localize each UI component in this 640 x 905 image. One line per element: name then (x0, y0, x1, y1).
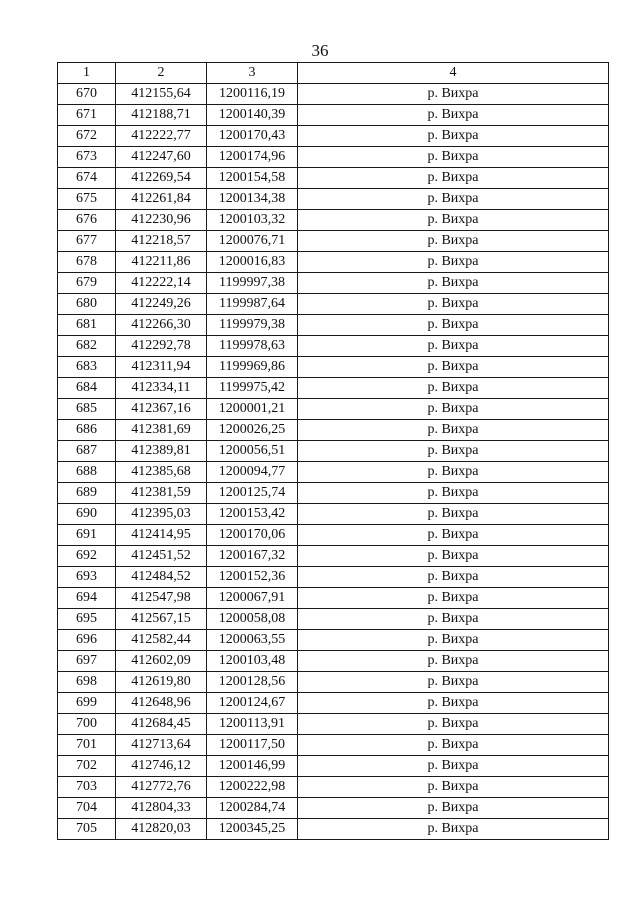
x-coordinate-cell: 412414,95 (116, 525, 207, 546)
y-coordinate-cell: 1200063,55 (207, 630, 298, 651)
description-cell: р. Вихра (298, 756, 609, 777)
x-coordinate-cell: 412155,64 (116, 84, 207, 105)
y-coordinate-cell: 1199997,38 (207, 273, 298, 294)
y-coordinate-cell: 1200094,77 (207, 462, 298, 483)
table-row (58, 231, 609, 252)
point-number-cell: 670 (58, 84, 116, 105)
description-cell: р. Вихра (298, 252, 609, 273)
column-header-1: 1 (58, 63, 116, 84)
y-coordinate-cell: 1200134,38 (207, 189, 298, 210)
y-coordinate-cell: 1200056,51 (207, 441, 298, 462)
description-cell: р. Вихра (298, 714, 609, 735)
table-row (58, 693, 609, 714)
description-cell: р. Вихра (298, 126, 609, 147)
point-number-cell: 681 (58, 315, 116, 336)
table-row (58, 483, 609, 504)
table-header-row (58, 63, 609, 84)
y-coordinate-cell: 1200076,71 (207, 231, 298, 252)
column-header-4: 4 (298, 63, 609, 84)
x-coordinate-cell: 412218,57 (116, 231, 207, 252)
table-row (58, 672, 609, 693)
column-header-2: 2 (116, 63, 207, 84)
description-cell: р. Вихра (298, 609, 609, 630)
description-cell: р. Вихра (298, 567, 609, 588)
x-coordinate-cell: 412746,12 (116, 756, 207, 777)
y-coordinate-cell: 1200117,50 (207, 735, 298, 756)
table-row (58, 441, 609, 462)
x-coordinate-cell: 412684,45 (116, 714, 207, 735)
y-coordinate-cell: 1200125,74 (207, 483, 298, 504)
point-number-cell: 696 (58, 630, 116, 651)
x-coordinate-cell: 412567,15 (116, 609, 207, 630)
table-row (58, 273, 609, 294)
x-coordinate-cell: 412772,76 (116, 777, 207, 798)
x-coordinate-cell: 412451,52 (116, 546, 207, 567)
x-coordinate-cell: 412395,03 (116, 504, 207, 525)
description-cell: р. Вихра (298, 693, 609, 714)
x-coordinate-cell: 412385,68 (116, 462, 207, 483)
description-cell: р. Вихра (298, 441, 609, 462)
description-cell: р. Вихра (298, 504, 609, 525)
point-number-cell: 694 (58, 588, 116, 609)
y-coordinate-cell: 1200124,67 (207, 693, 298, 714)
point-number-cell: 700 (58, 714, 116, 735)
table-row (58, 189, 609, 210)
x-coordinate-cell: 412188,71 (116, 105, 207, 126)
x-coordinate-cell: 412367,16 (116, 399, 207, 420)
description-cell: р. Вихра (298, 168, 609, 189)
table-row (58, 567, 609, 588)
table-row (58, 819, 609, 840)
table-row (58, 84, 609, 105)
point-number-cell: 702 (58, 756, 116, 777)
point-number-cell: 684 (58, 378, 116, 399)
point-number-cell: 673 (58, 147, 116, 168)
x-coordinate-cell: 412266,30 (116, 315, 207, 336)
point-number-cell: 703 (58, 777, 116, 798)
y-coordinate-cell: 1199979,38 (207, 315, 298, 336)
x-coordinate-cell: 412713,64 (116, 735, 207, 756)
x-coordinate-cell: 412582,44 (116, 630, 207, 651)
description-cell: р. Вихра (298, 105, 609, 126)
table-row (58, 714, 609, 735)
point-number-cell: 692 (58, 546, 116, 567)
x-coordinate-cell: 412247,60 (116, 147, 207, 168)
table-row (58, 399, 609, 420)
x-coordinate-cell: 412261,84 (116, 189, 207, 210)
x-coordinate-cell: 412211,86 (116, 252, 207, 273)
table-row (58, 420, 609, 441)
point-number-cell: 679 (58, 273, 116, 294)
table-row (58, 357, 609, 378)
point-number-cell: 689 (58, 483, 116, 504)
description-cell: р. Вихра (298, 462, 609, 483)
y-coordinate-cell: 1200222,98 (207, 777, 298, 798)
point-number-cell: 693 (58, 567, 116, 588)
y-coordinate-cell: 1199987,64 (207, 294, 298, 315)
point-number-cell: 695 (58, 609, 116, 630)
x-coordinate-cell: 412230,96 (116, 210, 207, 231)
description-cell: р. Вихра (298, 420, 609, 441)
table-row (58, 294, 609, 315)
table-row (58, 210, 609, 231)
description-cell: р. Вихра (298, 525, 609, 546)
table-body (58, 84, 609, 840)
description-cell: р. Вихра (298, 147, 609, 168)
table-row (58, 126, 609, 147)
point-number-cell: 687 (58, 441, 116, 462)
x-coordinate-cell: 412648,96 (116, 693, 207, 714)
description-cell: р. Вихра (298, 294, 609, 315)
description-cell: р. Вихра (298, 336, 609, 357)
description-cell: р. Вихра (298, 483, 609, 504)
y-coordinate-cell: 1200152,36 (207, 567, 298, 588)
description-cell: р. Вихра (298, 777, 609, 798)
point-number-cell: 683 (58, 357, 116, 378)
x-coordinate-cell: 412292,78 (116, 336, 207, 357)
point-number-cell: 690 (58, 504, 116, 525)
description-cell: р. Вихра (298, 399, 609, 420)
table-row (58, 168, 609, 189)
y-coordinate-cell: 1200167,32 (207, 546, 298, 567)
table-row (58, 798, 609, 819)
point-number-cell: 685 (58, 399, 116, 420)
point-number-cell: 676 (58, 210, 116, 231)
description-cell: р. Вихра (298, 378, 609, 399)
table-row (58, 735, 609, 756)
y-coordinate-cell: 1200153,42 (207, 504, 298, 525)
description-cell: р. Вихра (298, 210, 609, 231)
point-number-cell: 678 (58, 252, 116, 273)
description-cell: р. Вихра (298, 231, 609, 252)
description-cell: р. Вихра (298, 819, 609, 840)
point-number-cell: 674 (58, 168, 116, 189)
x-coordinate-cell: 412381,59 (116, 483, 207, 504)
point-number-cell: 691 (58, 525, 116, 546)
y-coordinate-cell: 1200284,74 (207, 798, 298, 819)
point-number-cell: 704 (58, 798, 116, 819)
description-cell: р. Вихра (298, 735, 609, 756)
x-coordinate-cell: 412619,80 (116, 672, 207, 693)
x-coordinate-cell: 412249,26 (116, 294, 207, 315)
description-cell: р. Вихра (298, 84, 609, 105)
point-number-cell: 699 (58, 693, 116, 714)
y-coordinate-cell: 1199969,86 (207, 357, 298, 378)
table-row (58, 525, 609, 546)
y-coordinate-cell: 1200174,96 (207, 147, 298, 168)
x-coordinate-cell: 412484,52 (116, 567, 207, 588)
table-row (58, 546, 609, 567)
table-row (58, 315, 609, 336)
x-coordinate-cell: 412602,09 (116, 651, 207, 672)
table-row (58, 777, 609, 798)
y-coordinate-cell: 1200154,58 (207, 168, 298, 189)
table-row (58, 336, 609, 357)
description-cell: р. Вихра (298, 357, 609, 378)
y-coordinate-cell: 1199975,42 (207, 378, 298, 399)
point-number-cell: 701 (58, 735, 116, 756)
description-cell: р. Вихра (298, 798, 609, 819)
description-cell: р. Вихра (298, 546, 609, 567)
point-number-cell: 697 (58, 651, 116, 672)
point-number-cell: 705 (58, 819, 116, 840)
y-coordinate-cell: 1200016,83 (207, 252, 298, 273)
y-coordinate-cell: 1200116,19 (207, 84, 298, 105)
point-number-cell: 675 (58, 189, 116, 210)
point-number-cell: 682 (58, 336, 116, 357)
table-row (58, 630, 609, 651)
x-coordinate-cell: 412804,33 (116, 798, 207, 819)
table-row (58, 147, 609, 168)
point-number-cell: 677 (58, 231, 116, 252)
table-row (58, 252, 609, 273)
y-coordinate-cell: 1200128,56 (207, 672, 298, 693)
y-coordinate-cell: 1200170,43 (207, 126, 298, 147)
x-coordinate-cell: 412311,94 (116, 357, 207, 378)
coordinates-table (57, 62, 609, 840)
y-coordinate-cell: 1200113,91 (207, 714, 298, 735)
description-cell: р. Вихра (298, 315, 609, 336)
point-number-cell: 672 (58, 126, 116, 147)
table-row (58, 609, 609, 630)
x-coordinate-cell: 412222,14 (116, 273, 207, 294)
point-number-cell: 680 (58, 294, 116, 315)
description-cell: р. Вихра (298, 651, 609, 672)
table-row (58, 378, 609, 399)
table-row (58, 105, 609, 126)
y-coordinate-cell: 1200140,39 (207, 105, 298, 126)
table-row (58, 756, 609, 777)
x-coordinate-cell: 412269,54 (116, 168, 207, 189)
x-coordinate-cell: 412222,77 (116, 126, 207, 147)
table-row (58, 588, 609, 609)
y-coordinate-cell: 1200103,32 (207, 210, 298, 231)
y-coordinate-cell: 1200146,99 (207, 756, 298, 777)
y-coordinate-cell: 1199978,63 (207, 336, 298, 357)
point-number-cell: 671 (58, 105, 116, 126)
x-coordinate-cell: 412381,69 (116, 420, 207, 441)
x-coordinate-cell: 412389,81 (116, 441, 207, 462)
page-number: 36 (311, 41, 329, 60)
x-coordinate-cell: 412820,03 (116, 819, 207, 840)
y-coordinate-cell: 1200170,06 (207, 525, 298, 546)
point-number-cell: 698 (58, 672, 116, 693)
y-coordinate-cell: 1200058,08 (207, 609, 298, 630)
description-cell: р. Вихра (298, 630, 609, 651)
description-cell: р. Вихра (298, 672, 609, 693)
description-cell: р. Вихра (298, 273, 609, 294)
table-row (58, 651, 609, 672)
y-coordinate-cell: 1200026,25 (207, 420, 298, 441)
x-coordinate-cell: 412547,98 (116, 588, 207, 609)
y-coordinate-cell: 1200067,91 (207, 588, 298, 609)
column-header-3: 3 (207, 63, 298, 84)
point-number-cell: 688 (58, 462, 116, 483)
y-coordinate-cell: 1200103,48 (207, 651, 298, 672)
table-row (58, 462, 609, 483)
x-coordinate-cell: 412334,11 (116, 378, 207, 399)
description-cell: р. Вихра (298, 588, 609, 609)
table-row (58, 504, 609, 525)
y-coordinate-cell: 1200345,25 (207, 819, 298, 840)
description-cell: р. Вихра (298, 189, 609, 210)
y-coordinate-cell: 1200001,21 (207, 399, 298, 420)
point-number-cell: 686 (58, 420, 116, 441)
